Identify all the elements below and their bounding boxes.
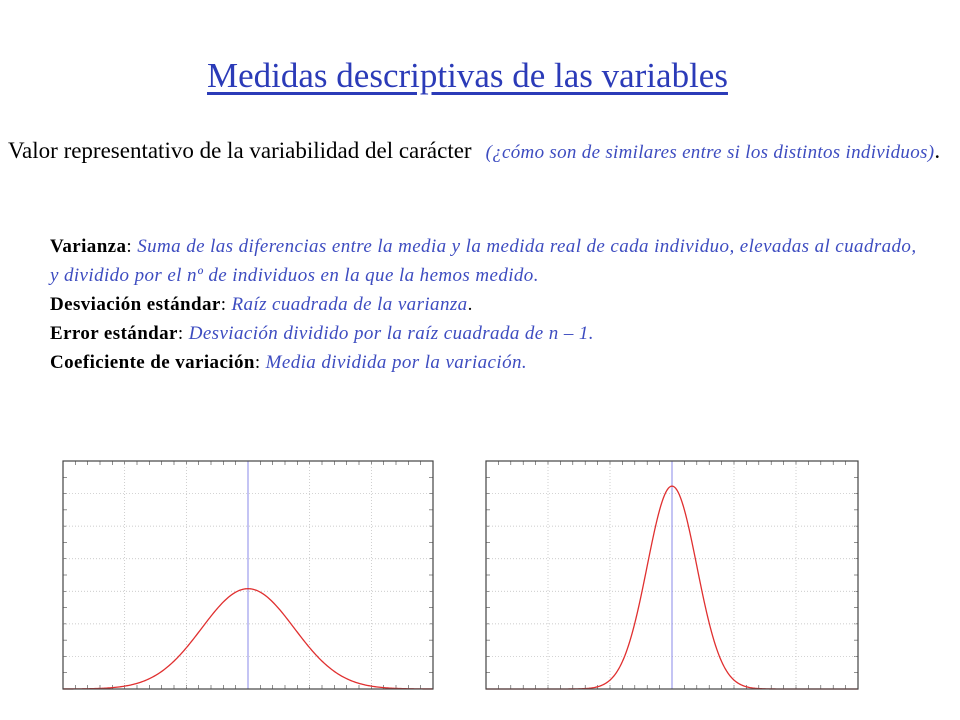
definition-term: Coeficiente de variación [50,352,255,373]
intro-note: (¿cómo son de similares entre si los distintos individuos) [485,142,935,163]
definition-term: Error estándar [50,323,178,344]
definition-varianza [50,232,930,290]
normal-curve-narrow-chart [485,460,859,690]
definition-sep: : [254,352,261,373]
definition-description: Media dividida por la variación. [265,352,528,373]
definition-coeficiente [50,348,930,377]
definition-description: Desviación dividido por la raíz cuadrada de n – 1. [188,323,594,344]
definition-error [50,319,930,348]
definition-sep: : [177,323,184,344]
definitions-list [50,232,930,377]
definition-sep: : [126,236,133,257]
definition-sep: : [220,294,227,315]
intro-text [8,130,943,174]
intro-main: Valor representativo de la variabilidad del carácter [8,138,472,163]
definition-term: Desviación estándar [50,294,221,315]
definition-term: Varianza [50,236,127,257]
definition-description: Raíz cuadrada de la varianza [231,294,468,315]
normal-curve-wide-chart [62,460,434,690]
definition-description: Suma de las diferencias entre la media y la medida real de cada individuo, elevadas al cuadrado, y dividido por el nº de individuos en la que la hemos medido. [50,236,917,286]
intro-end: . [934,138,941,163]
slide-title: Medidas descriptivas de las variables [207,56,728,95]
definition-end: . [467,294,473,315]
definition-desviacion [50,290,930,319]
